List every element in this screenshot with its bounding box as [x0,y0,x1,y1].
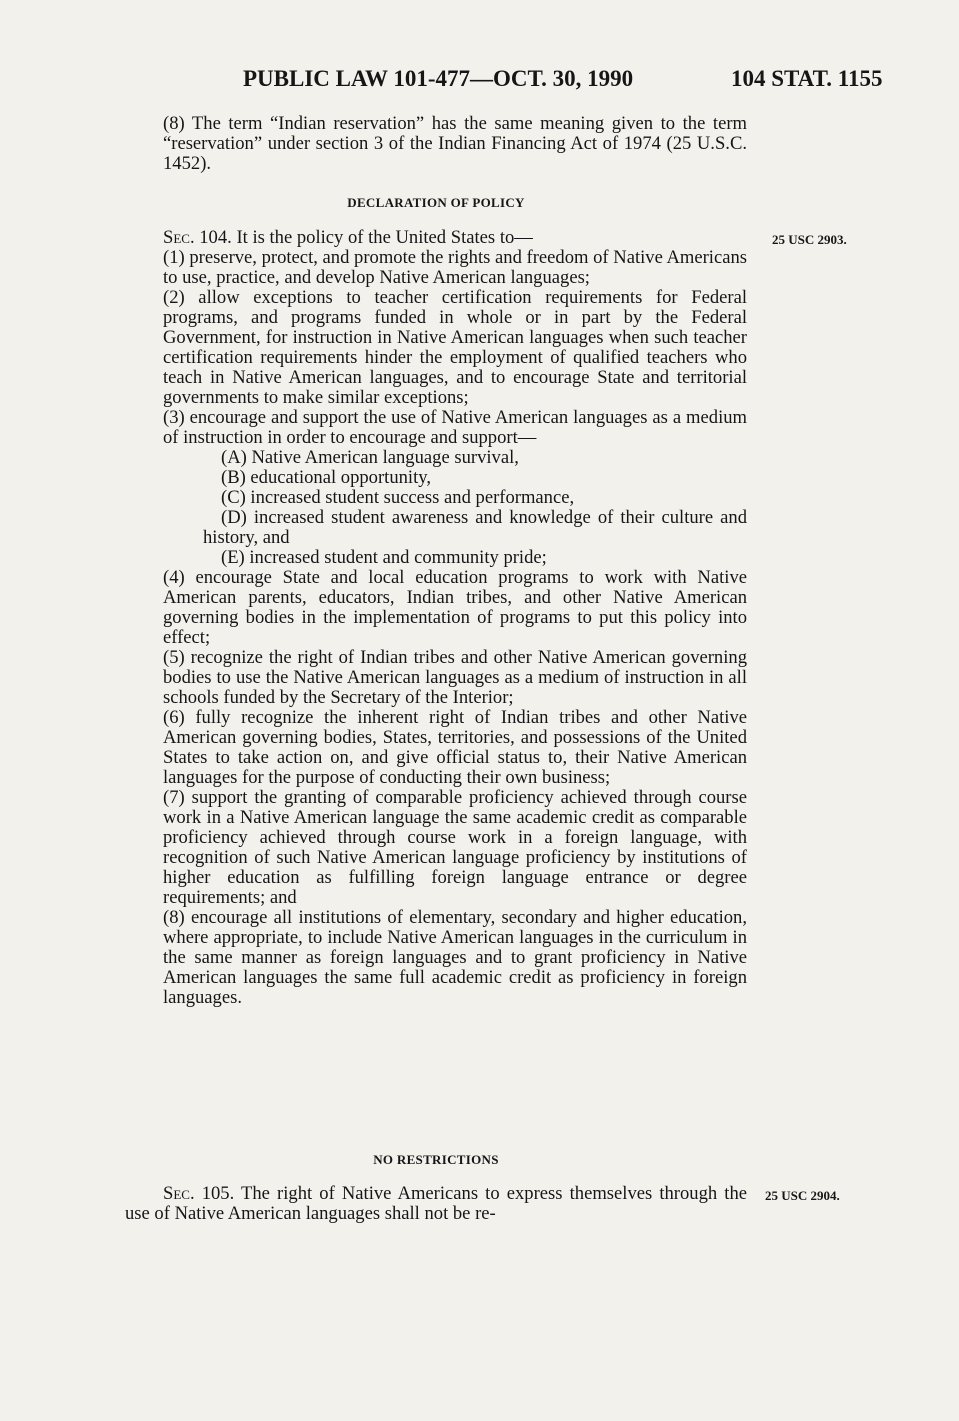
section-105-block [125,1184,747,1224]
section-105-text [125,1184,747,1224]
policy-item-7: (7) support the granting of comparable proficiency achieved through course work in a Native American language the same academic credit as comparable proficiency achieved through course work in a foreign language, with recognition of such Native American language proficiency by institutions of higher education as fulfilling foreign language entrance or degree requirements; and [163,787,747,908]
policy-item-4: (4) encourage State and local education programs to work with Native American parents, educators, Indian tribes, and other Native American governing bodies in the implementation of programs to put this policy into effect; [163,567,747,648]
section-heading-declaration: DECLARATION OF POLICY [347,195,525,210]
policy-subitem-e: (E) increased student and community pride; [221,547,547,568]
section-104-lead-text: It is the policy of the United States to— [236,227,533,248]
definition-paragraph: (8) The term “Indian reservation” has the same meaning given to the term “reservation” under section 3 of the Indian Financing Act of 1974 (25 U.S.C. 1452). [163,113,747,174]
policy-item-5: (5) recognize the right of Indian tribes and other Native American governing bodies to use the Native American languages as a medium of instruction in all schools funded by the Secretary of the Interior; [163,647,747,708]
policy-item-3: (3) encourage and support the use of Native American languages as a medium of instruction in order to encourage and support— [163,407,747,448]
policy-item-2: (2) allow exceptions to teacher certification requirements for Federal programs, and programs funded in whole or in part by the Federal Government, for instruction in Native American languages when such teacher certification requirements hinder the employment of qualified teachers who teach in Native American languages, and to encourage State and territorial governments to make similar exceptions; [163,287,747,408]
margin-citation-2903: 25 USC 2903. [772,232,847,247]
section-104-lead [163,228,747,248]
running-header-title: PUBLIC LAW 101-477—OCT. 30, 1990 [243,66,634,91]
section-105-number: Sec. 105. [163,1183,235,1204]
running-header-page: 104 STAT. 1155 [731,66,883,91]
section-heading-no-restrictions: NO RESTRICTIONS [373,1152,499,1167]
section-104-block [163,228,747,1008]
definition-paragraph-block [163,114,747,174]
policy-subitem-c: (C) increased student success and performance, [221,487,575,508]
policy-item-6: (6) fully recognize the inherent right of Indian tribes and other Native American governing bodies, States, territories, and possessions of the United States to take action on, and give official status to, their Native American languages for the purpose of conducting their own business; [163,707,747,788]
margin-citation-2904: 25 USC 2904. [765,1188,840,1203]
policy-subitem-b: (B) educational opportunity, [221,467,431,488]
policy-item-8: (8) encourage all institutions of elementary, secondary and higher education, where appropriate, to include Native American languages in the curriculum in the same manner as foreign languages and to grant proficiency in Native American languages the same full academic credit as proficiency in foreign languages. [163,907,747,1008]
policy-subitem-d: (D) increased student awareness and knowledge of their culture and history, and [203,507,747,548]
section-105-body: The right of Native Americans to express themselves through the use of Native American languages shall not be re- [125,1183,748,1224]
policy-item-1: (1) preserve, protect, and promote the rights and freedom of Native Americans to use, practice, and develop Native American languages; [163,247,747,288]
section-104-number: Sec. 104. [163,227,232,248]
policy-subitem-a: (A) Native American language survival, [221,447,519,468]
